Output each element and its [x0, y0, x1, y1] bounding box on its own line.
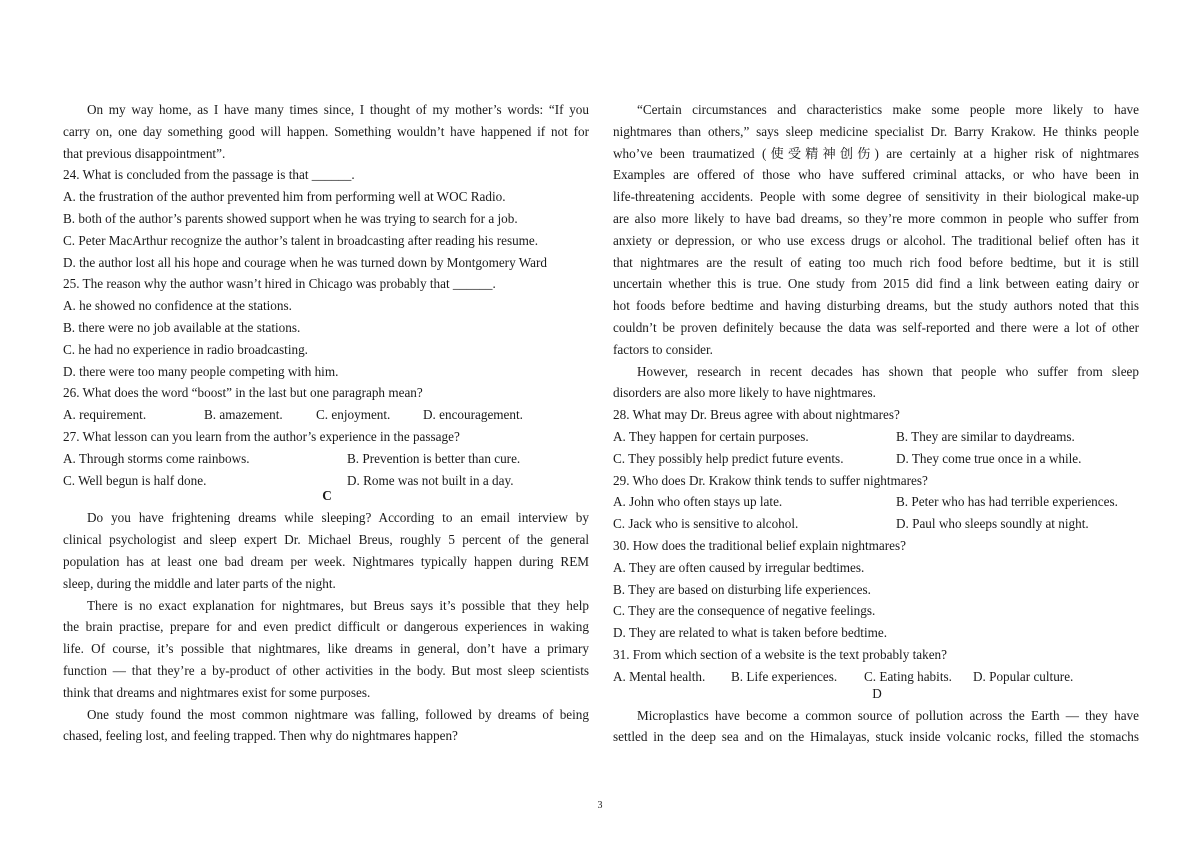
- paragraph-line: who’ve been traumatized (使受精神创伤) are certainly at a higher risk of nightmares: [613, 145, 1139, 161]
- question-25-option-c: C. he had no experience in radio broadcasting.: [63, 341, 308, 357]
- question-26-options: [63, 404, 589, 426]
- question-31-option-a: A. Mental health.: [613, 668, 706, 684]
- question-27-option-d: D. Rome was not built in a day.: [347, 472, 514, 488]
- question-24-option-b: B. both of the author’s parents showed support when he was trying to search for a job.: [63, 210, 518, 226]
- question-29: 29. Who does Dr. Krakow think tends to suffer nightmares?: [613, 472, 928, 488]
- question-30-option-d: D. They are related to what is taken before bedtime.: [613, 625, 888, 641]
- paragraph-line: settled in the deep sea and on the Himalayas, stuck inside volcanic rocks, filled the stomachs: [613, 729, 1139, 745]
- question-28-option-c: C. They possibly help predict future events.: [613, 450, 844, 466]
- paragraph-line: clinical psychologist and sleep expert Dr. Michael Breus, roughly 5 percent of the general: [63, 532, 589, 548]
- question-28-option-a: A. They happen for certain purposes.: [613, 428, 809, 444]
- paragraph-line: anxiety or depression, or who use excess drugs or alcohol. The traditional belief often has it: [613, 232, 1139, 248]
- question-27-options-row2: [63, 470, 589, 492]
- paragraph-line: disorders are also more likely to have nightmares.: [613, 385, 876, 401]
- question-24-option-a: A. the frustration of the author prevented him from performing well at WOC Radio.: [63, 189, 506, 205]
- question-29-option-c: C. Jack who is sensitive to alcohol.: [613, 516, 799, 532]
- paragraph-line: sleep, during the middle and later parts of the night.: [63, 575, 336, 591]
- question-28-options-row2: [613, 448, 1139, 470]
- question-29-option-b: B. Peter who has had terrible experiences.: [896, 494, 1118, 510]
- question-29-options-row1: [613, 491, 1139, 513]
- paragraph-line: population has at least one bad dream per week. Nightmares typically happen during REM: [63, 553, 589, 569]
- question-24-option-d: D. the author lost all his hope and courage when he was turned down by Montgomery Ward: [63, 254, 547, 270]
- paragraph-line: the brain practise, prepare for and even predict difficult or dangerous experiences in waking: [63, 619, 589, 635]
- question-25: 25. The reason why the author wasn’t hired in Chicago was probably that ______.: [63, 276, 496, 292]
- paragraph-line: Microplastics have become a common source of pollution across the Earth — they have: [637, 707, 1139, 723]
- question-25-option-d: D. there were too many people competing with him.: [63, 363, 339, 379]
- paragraph-line: chased, feeling lost, and feeling trapped. Then why do nightmares happen?: [63, 728, 458, 744]
- question-29-option-a: A. John who often stays up late.: [613, 494, 783, 510]
- paragraph-line: One study found the most common nightmare was falling, followed by dreams of being: [87, 706, 589, 722]
- question-29-options-row2: [613, 513, 1139, 535]
- question-24-option-c: C. Peter MacArthur recognize the author’s talent in broadcasting after reading his resume.: [63, 232, 539, 248]
- question-26-option-c: C. enjoyment.: [316, 407, 391, 423]
- question-26: 26. What does the word “boost” in the last but one paragraph mean?: [63, 385, 423, 401]
- question-28-option-b: B. They are similar to daydreams.: [896, 428, 1075, 444]
- question-29-option-d: D. Paul who sleeps soundly at night.: [896, 516, 1089, 532]
- section-c-heading: C: [322, 488, 332, 504]
- question-28-option-d: D. They come true once in a while.: [896, 450, 1082, 466]
- paragraph-line: “Certain circumstances and characteristics make some people more likely to have: [637, 102, 1139, 117]
- question-30-option-c: C. They are the consequence of negative feelings.: [613, 603, 876, 619]
- paragraph-line: that nightmares are the result of eating too much rich food before bedtime, but it is still: [613, 254, 1139, 270]
- section-d-heading: D: [872, 685, 882, 701]
- right-column: [613, 99, 1139, 748]
- question-25-option-a: A. he showed no confidence at the stations.: [63, 298, 292, 314]
- question-26-option-d: D. encouragement.: [423, 407, 523, 423]
- question-25-option-b: B. there were no job available at the stations.: [63, 319, 301, 335]
- question-31: 31. From which section of a website is the text probably taken?: [613, 646, 948, 662]
- paragraph-line: that previous disappointment”.: [63, 145, 226, 161]
- paragraph-line: carry on, one day something good will happen. Something wouldn’t have happened if not for: [63, 123, 589, 139]
- paragraph-line: On my way home, as I have many times since, I thought of my mother’s words: “If you: [87, 102, 589, 117]
- question-27-option-a: A. Through storms come rainbows.: [63, 450, 250, 466]
- question-31-option-c: C. Eating habits.: [864, 668, 952, 684]
- paragraph-line: think that dreams and nightmares exist for some purposes.: [63, 684, 371, 700]
- question-26-option-b: B. amazement.: [204, 407, 283, 423]
- question-30-option-b: B. They are based on disturbing life experiences.: [613, 581, 871, 597]
- page-number: 3: [597, 800, 603, 811]
- question-27: 27. What lesson can you learn from the author’s experience in the passage?: [63, 428, 460, 444]
- question-31-options: [613, 666, 1139, 688]
- paragraph-line: life-threatening accidents. People with some degree of sensitivity in their biological make-up: [613, 189, 1139, 205]
- left-column: [63, 99, 589, 747]
- question-26-option-a: A. requirement.: [63, 407, 147, 423]
- question-30-option-a: A. They are often caused by irregular bedtimes.: [613, 559, 865, 575]
- paragraph-line: hot foods before bedtime and having disturbing dreams, but the study authors noted that this: [613, 298, 1139, 314]
- question-31-option-d: D. Popular culture.: [973, 668, 1074, 684]
- paragraph-line: However, research in recent decades has shown that people who suffer from sleep: [637, 363, 1139, 379]
- question-30: 30. How does the traditional belief explain nightmares?: [613, 537, 906, 553]
- question-27-option-b: B. Prevention is better than cure.: [347, 450, 521, 466]
- paragraph-line: couldn’t be proven definitely because the data was self-reported and there were a lot of other: [613, 319, 1139, 335]
- question-24: 24. What is concluded from the passage is that ______.: [63, 167, 355, 183]
- question-27-option-c: C. Well begun is half done.: [63, 472, 207, 488]
- paragraph-line: function — that they’re a by-product of other activities in the body. But most sleep scientists: [63, 662, 589, 678]
- paragraph-line: There is no exact explanation for nightmares, but Breus says it’s possible that they help: [87, 597, 589, 613]
- question-31-option-b: B. Life experiences.: [731, 668, 838, 684]
- paragraph-line: factors to consider.: [613, 341, 713, 357]
- paragraph-line: nightmares than others,” says sleep medicine specialist Dr. Barry Krakow. He thinks people: [613, 123, 1139, 139]
- paragraph-line: life. Of course, it’s possible that nightmares, like dreams in general, don’t have a primary: [63, 641, 589, 657]
- question-28-options-row1: [613, 426, 1139, 448]
- paragraph-line: Do you have frightening dreams while sleeping? According to an email interview by: [87, 510, 589, 526]
- question-27-options-row1: [63, 448, 589, 470]
- paragraph-line: Examples are offered of those who have suffered criminal attacks, or who have been in: [613, 167, 1139, 183]
- paragraph-line: uncertain whether this is true. One study from 2015 did find a link between eating dairy or: [613, 276, 1139, 292]
- question-28: 28. What may Dr. Breus agree with about nightmares?: [613, 407, 900, 423]
- paragraph-line: are also more likely to have bad dreams, so they’re more common in people who suffer from: [613, 210, 1139, 226]
